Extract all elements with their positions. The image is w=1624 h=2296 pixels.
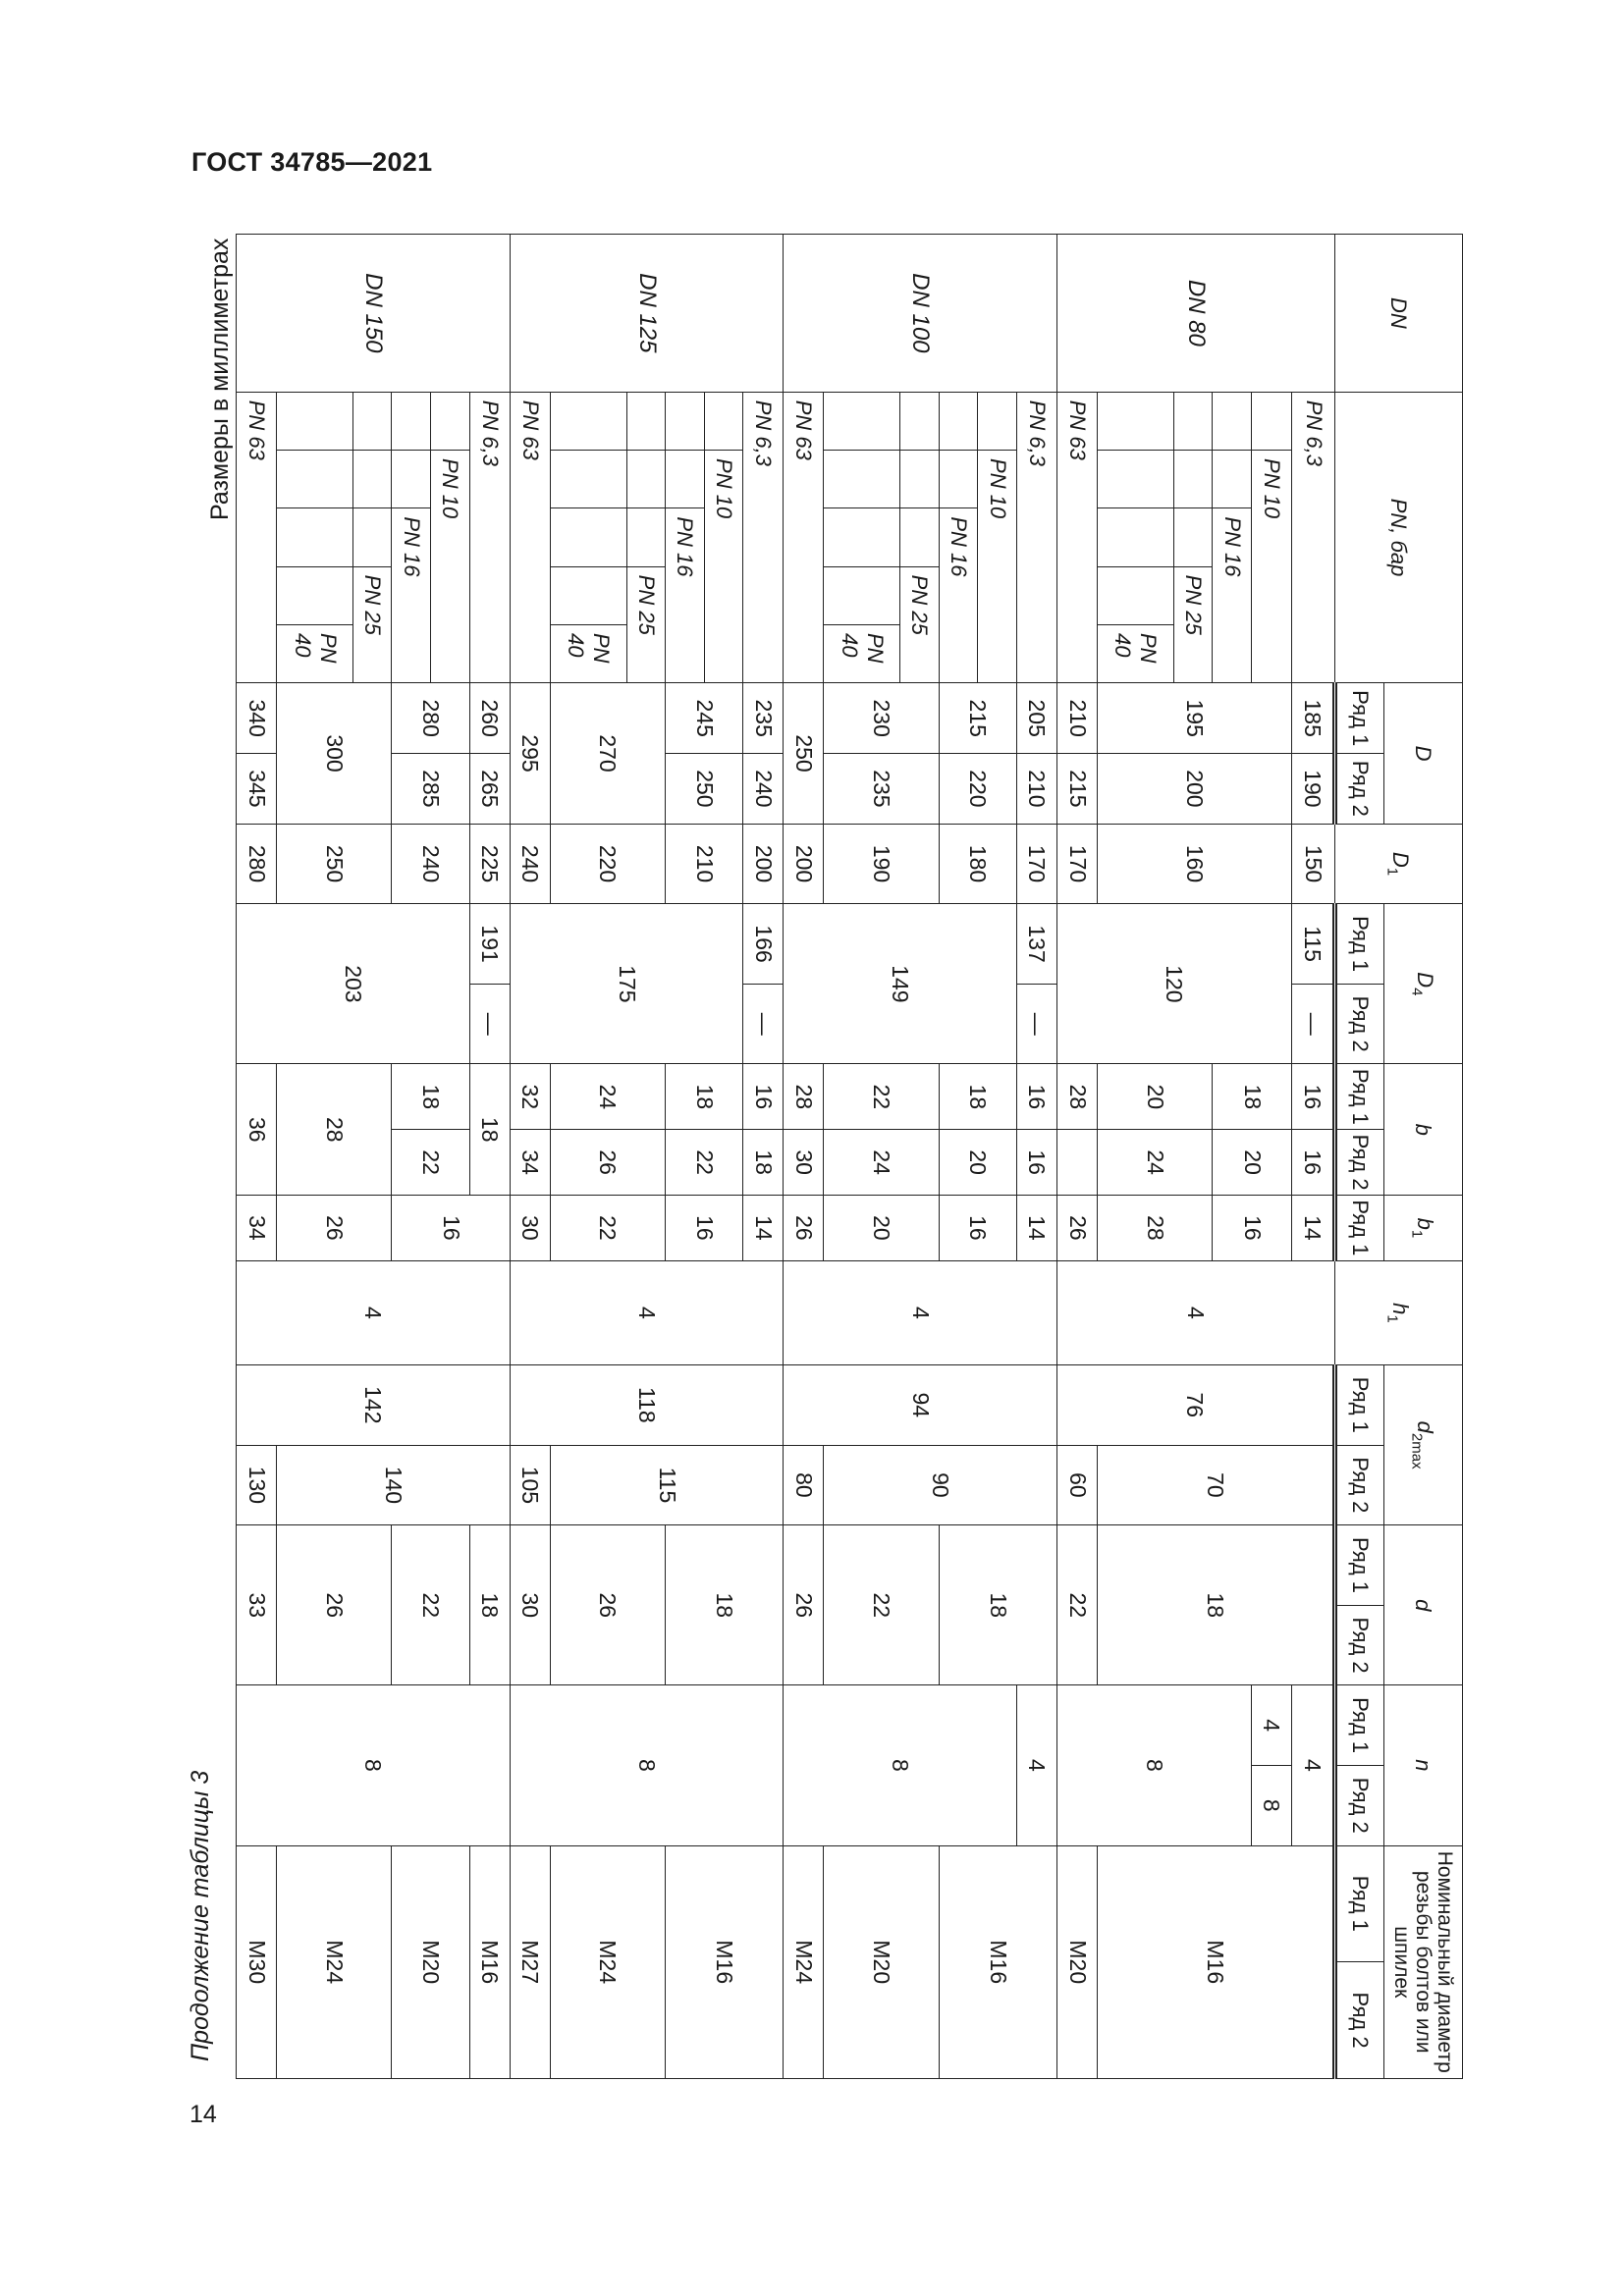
cell: 4: [1016, 1685, 1056, 1845]
cell: 8: [1056, 1685, 1251, 1845]
table-row: [978, 235, 1017, 2079]
spacer: [939, 392, 978, 450]
cell: M20: [392, 1845, 469, 2079]
cell: 210: [1016, 754, 1056, 825]
cell: 8: [784, 1685, 1017, 1845]
cell: 220: [939, 754, 1016, 825]
cell: 240: [743, 754, 784, 825]
spacer: [392, 392, 431, 450]
spacer: [352, 508, 392, 566]
cell: 170: [1016, 824, 1056, 904]
cell: 200: [743, 824, 784, 904]
cell: M24: [784, 1845, 824, 2079]
cell: 4: [1292, 1685, 1335, 1845]
pn-cell: PN 25: [352, 566, 392, 683]
D4-symbol: D: [1413, 972, 1438, 988]
cell: 150: [1292, 824, 1335, 904]
cell: 130: [237, 1445, 277, 1525]
b-row1: Ряд 1: [1335, 1064, 1384, 1130]
cell: 215: [939, 683, 1016, 754]
cell: 210: [666, 824, 743, 904]
cell: 16: [1016, 1130, 1056, 1196]
col-header-n: n: [1384, 1685, 1463, 1845]
cell: 14: [1016, 1195, 1056, 1260]
cell: 170: [1056, 824, 1097, 904]
col-header-h1: [1335, 1260, 1463, 1364]
spacer: [939, 451, 978, 508]
cell: 8: [237, 1685, 511, 1845]
cell: 4: [1056, 1260, 1334, 1364]
cell: 300: [277, 683, 392, 824]
cell: 76: [1056, 1365, 1334, 1446]
pn-cell: PN 25: [626, 566, 666, 683]
table-row: [1292, 235, 1335, 2079]
pn-cell: PN 6,3: [743, 392, 784, 683]
cell: 195: [1098, 683, 1292, 754]
cell: 225: [469, 824, 510, 904]
cell: 22: [666, 1130, 743, 1196]
col-header-D1: [1335, 824, 1463, 904]
cell: 245: [666, 683, 743, 754]
cell: 4: [1251, 1685, 1291, 1766]
spacer: [550, 566, 626, 624]
cell: 215: [1056, 754, 1097, 825]
D4-row1: Ряд 1: [1335, 904, 1384, 985]
cell: 36: [237, 1064, 277, 1196]
cell: 203: [237, 904, 470, 1064]
cell: M20: [1056, 1845, 1097, 2079]
cell: 30: [510, 1525, 550, 1685]
pn-cell: PN 10: [431, 451, 470, 683]
cell: 18: [1098, 1525, 1335, 1685]
cell: 22: [1056, 1525, 1097, 1685]
pn-label: PN, бар: [1386, 498, 1412, 577]
pn-cell: PN 10: [704, 451, 743, 683]
d-row1: Ряд 1: [1335, 1525, 1384, 1606]
spacer: [1098, 566, 1174, 624]
cell: M20: [824, 1845, 939, 2079]
cell: 18: [743, 1130, 784, 1196]
spacer: [277, 451, 353, 508]
cell: 26: [784, 1195, 824, 1260]
cell: M24: [277, 1845, 392, 2079]
cell: 24: [1098, 1130, 1213, 1196]
cell: 18: [666, 1064, 743, 1130]
cell: 250: [784, 683, 824, 824]
spacer: [352, 451, 392, 508]
pn-cell: PN 6,3: [1292, 392, 1335, 683]
cell: 22: [392, 1130, 469, 1196]
cell: 18: [469, 1525, 510, 1685]
cell: 28: [784, 1064, 824, 1130]
cell: 24: [824, 1130, 939, 1196]
table-caption: Продолжение таблицы 3: [187, 1770, 214, 2061]
pn-cell: PN 10: [978, 451, 1017, 683]
pn-cell: PN 40: [550, 625, 626, 683]
cell: 235: [824, 754, 939, 825]
cell: 80: [784, 1445, 824, 1525]
spacer: [900, 508, 940, 566]
pn-cell: PN 25: [1173, 566, 1213, 683]
pn-cell: PN 63: [784, 392, 824, 683]
spacer: [1213, 392, 1252, 450]
spacer: [1251, 392, 1291, 450]
cell: 16: [666, 1195, 743, 1260]
cell: 26: [784, 1525, 824, 1685]
spacer: [1213, 451, 1252, 508]
spacer: [1173, 508, 1213, 566]
cell: 149: [784, 904, 1017, 1064]
cell: 18: [939, 1525, 1056, 1685]
table-row: [743, 235, 784, 2079]
cell: [1056, 1130, 1097, 1196]
cell: M27: [510, 1845, 550, 2079]
spacer: [1173, 392, 1213, 450]
cell: 18: [1213, 1064, 1292, 1130]
cell: —: [1016, 984, 1056, 1064]
page-number: 14: [189, 2101, 217, 2128]
spacer: [626, 392, 666, 450]
cell: 285: [392, 754, 469, 825]
cell: 8: [510, 1685, 784, 1845]
cell: 34: [510, 1130, 550, 1196]
spacer: [626, 508, 666, 566]
spacer: [900, 392, 940, 450]
b1-row1: Ряд 1: [1335, 1195, 1384, 1260]
cell: 230: [824, 683, 939, 754]
pn-cell: PN 16: [1213, 508, 1252, 683]
cell: 22: [550, 1195, 665, 1260]
cell: 20: [1213, 1130, 1292, 1196]
flange-dimensions-table: [236, 234, 1463, 2079]
n-row2: Ряд 2: [1335, 1765, 1384, 1845]
col-header-bolt: Номинальный диаметр резьбы болтов или шпилек: [1384, 1845, 1463, 2079]
spacer: [978, 392, 1017, 450]
cell: 14: [1292, 1195, 1335, 1260]
cell: 16: [392, 1195, 510, 1260]
table-row: [1251, 235, 1291, 2079]
b1-subscript: 1: [1408, 1229, 1426, 1239]
cell: 26: [550, 1525, 665, 1685]
spacer: [550, 392, 626, 450]
cell: 60: [1056, 1445, 1097, 1525]
cell: 20: [939, 1130, 1016, 1196]
spacer: [824, 566, 900, 624]
cell: 32: [510, 1064, 550, 1130]
D-row2: Ряд 2: [1335, 754, 1384, 825]
D-row1: Ряд 1: [1335, 683, 1384, 754]
cell: 137: [1016, 904, 1056, 985]
col-header-b1: [1384, 1195, 1463, 1260]
col-header-pn: [1335, 392, 1463, 683]
dn-cell: DN 150: [237, 235, 511, 393]
cell: 18: [666, 1525, 784, 1685]
cell: 240: [510, 824, 550, 904]
spacer: [1098, 508, 1174, 566]
D1-subscript: 1: [1383, 867, 1401, 877]
cell: 220: [550, 824, 665, 904]
table-row: [1016, 235, 1056, 2079]
cell: 28: [277, 1064, 392, 1196]
dn-cell: DN 80: [1056, 235, 1334, 393]
cell: —: [743, 984, 784, 1064]
cell: 280: [392, 683, 469, 754]
spacer: [626, 451, 666, 508]
cell: 115: [550, 1445, 784, 1525]
pn-cell: PN 63: [510, 392, 550, 683]
col-header-b: b: [1384, 1064, 1463, 1196]
cell: 140: [277, 1445, 511, 1525]
cell: 240: [392, 824, 469, 904]
cell: M16: [469, 1845, 510, 2079]
col-header-d2max: [1384, 1365, 1463, 1525]
cell: 260: [469, 683, 510, 754]
pn-cell: PN 6,3: [469, 392, 510, 683]
D1-symbol: D: [1388, 851, 1414, 868]
pn-cell: PN 40: [824, 625, 900, 683]
cell: 180: [939, 824, 1016, 904]
cell: 210: [1056, 683, 1097, 754]
h1-subscript: 1: [1383, 1314, 1401, 1323]
spacer: [704, 392, 743, 450]
cell: 142: [237, 1365, 511, 1446]
cell: 34: [237, 1195, 277, 1260]
b1-symbol: b: [1413, 1217, 1438, 1230]
cell: M16: [666, 1845, 784, 2079]
spacer: [1098, 451, 1174, 508]
cell: 4: [237, 1260, 511, 1364]
cell: 14: [743, 1195, 784, 1260]
d2max-row1: Ряд 1: [1335, 1365, 1384, 1446]
pn-cell: PN 6,3: [1016, 392, 1056, 683]
bolt-row2: Ряд 2: [1335, 1962, 1384, 2079]
cell: 30: [510, 1195, 550, 1260]
cell: 24: [550, 1064, 665, 1130]
cell: 22: [392, 1525, 469, 1685]
cell: 160: [1098, 824, 1292, 904]
pn-cell: PN 16: [939, 508, 978, 683]
flange-dimensions-table-container: [236, 234, 1463, 2079]
spacer: [352, 392, 392, 450]
b-row2: Ряд 2: [1335, 1130, 1384, 1196]
cell: 16: [743, 1064, 784, 1130]
cell: —: [1292, 984, 1335, 1064]
col-header-d: d: [1384, 1525, 1463, 1685]
cell: 22: [824, 1064, 939, 1130]
cell: 16: [1292, 1064, 1335, 1130]
cell: 166: [743, 904, 784, 985]
cell: 16: [1016, 1064, 1056, 1130]
cell: 120: [1056, 904, 1291, 1064]
cell: 4: [784, 1260, 1057, 1364]
pn-cell: PN 25: [900, 566, 940, 683]
spacer: [550, 508, 626, 566]
cell: 70: [1098, 1445, 1335, 1525]
spacer: [277, 508, 353, 566]
d2max-subscript: 2max: [1408, 1432, 1426, 1469]
cell: 22: [824, 1525, 939, 1685]
cell: 16: [1292, 1130, 1335, 1196]
cell: 94: [784, 1365, 1057, 1446]
d2max-row2: Ряд 2: [1335, 1445, 1384, 1525]
cell: 340: [237, 683, 277, 754]
spacer: [666, 451, 705, 508]
table-body: [237, 235, 1335, 2079]
document-header: ГОСТ 34785—2021: [191, 147, 433, 177]
cell: 26: [1056, 1195, 1097, 1260]
cell: 190: [824, 824, 939, 904]
cell: 295: [510, 683, 550, 824]
cell: 18: [469, 1064, 510, 1196]
d2max-symbol: d: [1413, 1420, 1438, 1433]
cell: 18: [939, 1064, 1016, 1130]
spacer: [1098, 392, 1174, 450]
dn-cell: DN 100: [784, 235, 1057, 393]
cell: 8: [1251, 1765, 1291, 1845]
pn-cell: PN 16: [666, 508, 705, 683]
cell: 16: [1213, 1195, 1292, 1260]
spacer: [431, 392, 470, 450]
spacer: [1173, 451, 1213, 508]
spacer: [824, 392, 900, 450]
spacer: [277, 566, 353, 624]
cell: 18: [392, 1064, 469, 1130]
cell: M24: [550, 1845, 665, 2079]
col-header-D4: [1384, 904, 1463, 1064]
cell: —: [469, 984, 510, 1064]
cell: 250: [277, 824, 392, 904]
cell: 265: [469, 754, 510, 825]
cell: 105: [510, 1445, 550, 1525]
cell: 205: [1016, 683, 1056, 754]
pn-cell: PN 63: [1056, 392, 1097, 683]
cell: M30: [237, 1845, 277, 2079]
cell: 190: [1292, 754, 1335, 825]
cell: 191: [469, 904, 510, 985]
n-row1: Ряд 1: [1335, 1685, 1384, 1766]
cell: 345: [237, 754, 277, 825]
col-header-D: D: [1384, 683, 1463, 824]
spacer: [824, 508, 900, 566]
units-note: Размеры в миллиметрах: [206, 238, 234, 520]
cell: 4: [510, 1260, 784, 1364]
cell: 30: [784, 1130, 824, 1196]
cell: 26: [277, 1525, 392, 1685]
cell: 20: [1098, 1064, 1213, 1130]
cell: 90: [824, 1445, 1057, 1525]
spacer: [392, 451, 431, 508]
col-header-dn: DN: [1335, 235, 1463, 393]
table-row: [469, 235, 510, 2079]
spacer: [277, 392, 353, 450]
spacer: [900, 451, 940, 508]
cell: M16: [939, 1845, 1056, 2079]
spacer: [824, 451, 900, 508]
d-row2: Ряд 2: [1335, 1605, 1384, 1685]
cell: 250: [666, 754, 743, 825]
D4-subscript: 4: [1408, 988, 1426, 996]
D4-row2: Ряд 2: [1335, 984, 1384, 1064]
cell: 280: [237, 824, 277, 904]
bolt-row1: Ряд 1: [1335, 1845, 1384, 1962]
dn-cell: DN 125: [510, 235, 784, 393]
cell: 26: [550, 1130, 665, 1196]
cell: 200: [1098, 754, 1292, 825]
pn-cell: PN 63: [237, 392, 277, 683]
pn-cell: PN 16: [392, 508, 431, 683]
cell: 118: [510, 1365, 784, 1446]
cell: 185: [1292, 683, 1335, 754]
cell: 16: [939, 1195, 1016, 1260]
pn-cell: PN 40: [1098, 625, 1174, 683]
cell: M16: [1098, 1845, 1335, 2079]
cell: 200: [784, 824, 824, 904]
cell: 175: [510, 904, 743, 1064]
cell: 33: [237, 1525, 277, 1685]
cell: 235: [743, 683, 784, 754]
cell: 26: [277, 1195, 392, 1260]
spacer: [550, 451, 626, 508]
pn-cell: PN 10: [1251, 451, 1291, 683]
cell: 270: [550, 683, 665, 824]
cell: 115: [1292, 904, 1335, 985]
cell: 28: [1056, 1064, 1097, 1130]
pn-cell: PN 40: [277, 625, 353, 683]
h1-symbol: h: [1388, 1303, 1414, 1315]
cell: 20: [824, 1195, 939, 1260]
spacer: [666, 392, 705, 450]
cell: 28: [1098, 1195, 1213, 1260]
